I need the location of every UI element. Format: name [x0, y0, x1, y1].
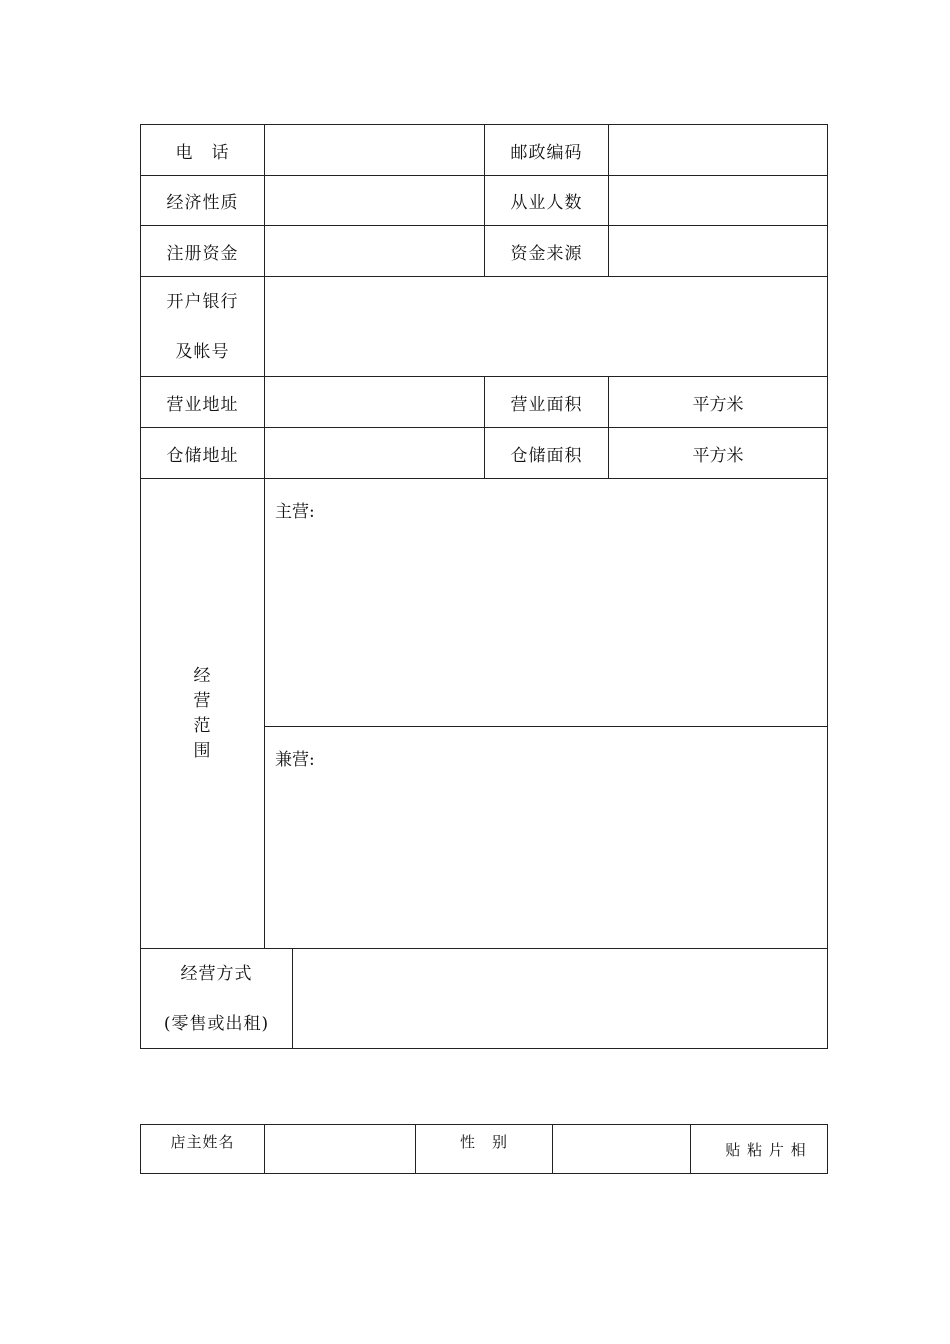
economy-type-field[interactable]	[264, 175, 485, 226]
gender-label	[415, 1124, 553, 1174]
postal-code-field[interactable]	[608, 124, 828, 176]
storage-area-label	[484, 427, 609, 479]
side-business-field[interactable]	[264, 726, 828, 949]
business-area-label-text: 营业面积	[510, 394, 583, 415]
economy-type-label	[140, 175, 265, 226]
bank-account-label	[140, 276, 265, 377]
side-business-label: 兼营:	[275, 750, 315, 770]
storage-address-label-text: 仓储地址	[166, 445, 239, 466]
owner-name-label	[140, 1124, 265, 1174]
business-mode-label-line2: (零售或出租)	[163, 1013, 270, 1034]
bank-account-field[interactable]	[264, 276, 828, 377]
bank-account-label-line1: 开户银行	[166, 291, 239, 312]
business-scope-char-4: 围	[193, 740, 212, 761]
business-address-field[interactable]	[264, 376, 485, 428]
owner-name-field[interactable]	[264, 1124, 416, 1174]
business-mode-label	[140, 948, 293, 1049]
business-scope-char-1: 经	[193, 665, 212, 686]
registered-capital-label-text: 注册资金	[166, 243, 239, 264]
capital-source-label-text: 资金来源	[510, 243, 583, 264]
capital-source-field[interactable]	[608, 225, 828, 277]
phone-label	[140, 124, 265, 176]
main-business-label: 主营:	[275, 502, 315, 522]
gender-field[interactable]	[552, 1124, 691, 1174]
business-scope-char-3: 范	[193, 715, 212, 736]
economy-type-label-text: 经济性质	[166, 193, 239, 213]
business-scope-label	[140, 478, 265, 949]
employees-field[interactable]	[608, 175, 828, 226]
business-area-field[interactable]	[608, 376, 828, 428]
business-address-label-text: 营业地址	[166, 394, 239, 415]
business-area-unit: 平方米	[692, 394, 744, 415]
employees-label-text: 从业人数	[510, 193, 583, 213]
photo-area[interactable]	[690, 1124, 828, 1174]
business-scope-char-2: 营	[193, 690, 212, 711]
phone-field[interactable]	[264, 124, 485, 176]
bank-account-label-line2: 及帐号	[175, 341, 230, 362]
business-address-label	[140, 376, 265, 428]
business-mode-label-line1: 经营方式	[180, 963, 253, 984]
postal-code-label-text: 邮政编码	[510, 142, 583, 163]
postal-code-label	[484, 124, 609, 176]
owner-name-label-text: 店主姓名	[170, 1133, 235, 1151]
storage-address-label	[140, 427, 265, 479]
storage-area-unit: 平方米	[692, 445, 744, 466]
storage-area-label-text: 仓储面积	[510, 445, 583, 466]
storage-area-field[interactable]	[608, 427, 828, 479]
business-mode-field[interactable]	[292, 948, 828, 1049]
registered-capital-label	[140, 225, 265, 277]
capital-source-label	[484, 225, 609, 277]
photo-label: 贴 粘 片 相	[725, 1140, 807, 1159]
registered-capital-field[interactable]	[264, 225, 485, 277]
business-area-label	[484, 376, 609, 428]
phone-label-text: 电 话	[175, 142, 230, 163]
gender-label-text: 性 别	[459, 1133, 508, 1151]
main-business-field[interactable]	[264, 478, 828, 727]
storage-address-field[interactable]	[264, 427, 485, 479]
employees-label	[484, 175, 609, 226]
